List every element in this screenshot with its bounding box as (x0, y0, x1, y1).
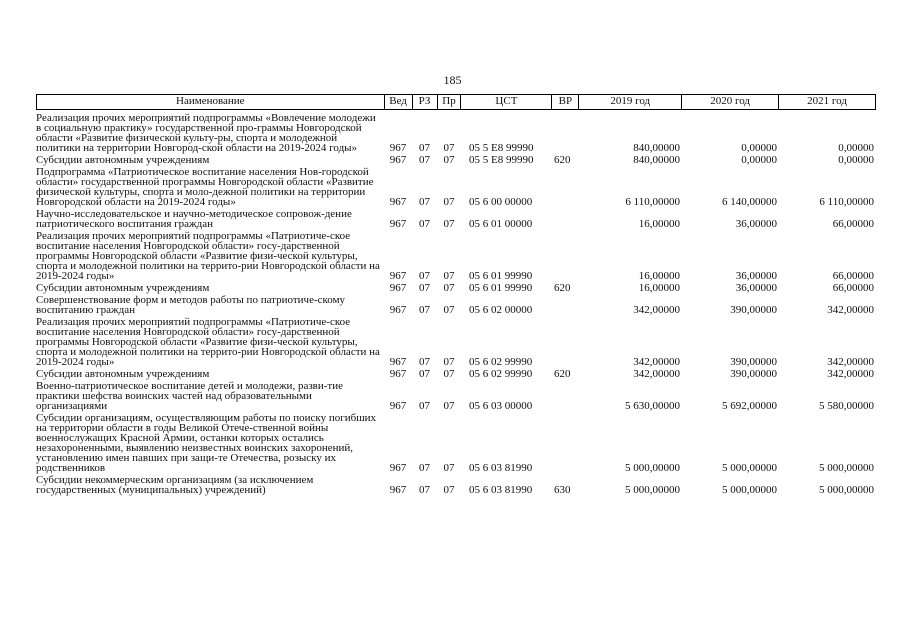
row-ved: 967 (389, 368, 407, 380)
row-rz: 07 (419, 196, 430, 208)
row-rz: 07 (419, 462, 430, 474)
table-row (36, 413, 876, 473)
row-pr: 07 (443, 270, 455, 282)
table-row (36, 295, 876, 315)
row-ved: 967 (389, 142, 407, 154)
row-value-2020: 36,00000 (735, 270, 777, 282)
row-ved: 967 (389, 400, 407, 412)
row-cst: 05 5 E8 99990 (469, 154, 534, 166)
row-value-2019: 342,00000 (633, 304, 680, 316)
row-ved: 967 (389, 304, 407, 316)
row-value-2019: 5 000,00000 (625, 462, 680, 474)
row-cst: 05 6 03 00000 (469, 400, 533, 412)
row-value-2019: 16,00000 (638, 282, 680, 294)
row-value-2019: 840,00000 (633, 142, 680, 154)
row-rz: 07 (419, 270, 430, 282)
row-name: Реализация прочих мероприятий подпрограммы «Вовлечение молодежи в социальную практику» государственной про-граммы Новгородской области «Развитие физической культу-ры, спорта и молодежной политики на территории Новгород-ской области на 2019-2024 годы» (36, 112, 376, 154)
row-value-2019: 5 000,00000 (625, 484, 680, 496)
row-name: Военно-патриотическое воспитание детей и молодежи, разви-тие практики шефства воинских частей над образовательными организациями (36, 380, 343, 412)
row-vr: 620 (554, 154, 571, 166)
row-cst: 05 6 01 00000 (469, 218, 533, 230)
header-pr: Пр (438, 95, 462, 109)
row-pr: 07 (443, 484, 455, 496)
row-name: Субсидии автономным учреждениям (36, 368, 210, 380)
row-value-2019: 342,00000 (633, 368, 680, 380)
row-vr: 620 (554, 282, 571, 294)
row-value-2020: 0,00000 (741, 142, 777, 154)
row-value-2021: 342,00000 (827, 356, 874, 368)
row-ved: 967 (389, 356, 407, 368)
row-pr: 07 (443, 282, 455, 294)
header-2019: 2019 год (579, 95, 682, 109)
row-cst: 05 6 01 99990 (469, 270, 533, 282)
row-name: Научно-исследовательское и научно-методическое сопровож-дение патриотического воспитания граждан (36, 208, 352, 230)
row-ved: 967 (389, 462, 407, 474)
row-pr: 07 (443, 142, 455, 154)
table-row (36, 155, 876, 165)
row-ved: 967 (389, 154, 407, 166)
header-rz: РЗ (413, 95, 438, 109)
row-name: Реализация прочих мероприятий подпрограммы «Патриотиче-ское воспитание населения Новгородской области» госу-дарственной программы Новгородской области «Развитие физи-ческой культуры, спорта и молодежной политики на террито-рии Новгородской области на 2019-2024 годы» (36, 230, 380, 282)
row-ved: 967 (389, 282, 407, 294)
row-value-2019: 6 110,00000 (625, 196, 680, 208)
row-pr: 07 (443, 154, 455, 166)
table-row (36, 231, 876, 281)
table-row (36, 369, 876, 379)
row-cst: 05 6 02 99990 (469, 356, 533, 368)
row-pr: 07 (443, 400, 455, 412)
row-value-2019: 16,00000 (638, 218, 680, 230)
row-value-2019: 342,00000 (633, 356, 680, 368)
table-row (36, 317, 876, 367)
budget-table (36, 94, 876, 497)
row-name: Совершенствование форм и методов работы по патриотиче-скому воспитанию граждан (36, 294, 346, 316)
page-number: 185 (443, 73, 462, 87)
table-row (36, 283, 876, 293)
row-rz: 07 (419, 356, 430, 368)
row-value-2021: 342,00000 (827, 304, 874, 316)
row-value-2020: 390,00000 (730, 304, 777, 316)
row-cst: 05 5 E8 99990 (469, 142, 534, 154)
row-cst: 05 6 00 00000 (469, 196, 533, 208)
table-row (36, 209, 876, 229)
row-rz: 07 (419, 368, 430, 380)
row-name: Субсидии организациям, осуществляющим работы по поиску погибших на территории области в годы Великой Отече-ственной войны военнослужащих Красной Армии, останки которых остались незахороненными, выявлению неизвестных воинских захоронений, установлению имен павших при защи-те Отечества, розыску их родственников (36, 412, 377, 474)
row-value-2021: 0,00000 (838, 154, 874, 166)
row-value-2021: 66,00000 (832, 218, 874, 230)
row-value-2019: 5 630,00000 (625, 400, 680, 412)
row-ved: 967 (389, 218, 407, 230)
row-cst: 05 6 03 81990 (469, 462, 533, 474)
row-vr: 620 (554, 368, 571, 380)
row-value-2020: 5 692,00000 (722, 400, 777, 412)
row-rz: 07 (419, 304, 430, 316)
table-row (36, 167, 876, 207)
table-header (36, 94, 876, 110)
row-pr: 07 (443, 304, 455, 316)
row-pr: 07 (443, 462, 455, 474)
header-name: Наименование (37, 95, 385, 109)
row-name: Субсидии автономным учреждениям (36, 154, 210, 166)
row-value-2021: 66,00000 (832, 282, 874, 294)
row-value-2021: 66,00000 (832, 270, 874, 282)
header-cst: ЦСТ (461, 95, 552, 109)
row-value-2019: 840,00000 (633, 154, 680, 166)
row-value-2021: 5 580,00000 (819, 400, 874, 412)
row-name: Реализация прочих мероприятий подпрограммы «Патриотиче-ское воспитание населения Новгородской области» госу-дарственной программы Новгородской области «Развитие физи-ческой культуры, спорта и молодежной политики на террито-рии Новгородской области на 2019-2024 годы» (36, 316, 380, 368)
row-value-2020: 36,00000 (735, 218, 777, 230)
row-rz: 07 (419, 142, 430, 154)
row-cst: 05 6 03 81990 (469, 484, 533, 496)
row-value-2020: 5 000,00000 (722, 484, 777, 496)
row-name: Подпрограмма «Патриотическое воспитание населения Нов-городской области» государственной программы Новгородской области «Развитие физической культуры, спорта и моло-дежной политики на территории Новгородской области на 2019-2024 годы» (36, 166, 374, 208)
row-vr: 630 (554, 484, 571, 496)
header-2020: 2020 год (682, 95, 779, 109)
row-rz: 07 (419, 154, 430, 166)
row-value-2020: 5 000,00000 (722, 462, 777, 474)
table-row (36, 113, 876, 153)
row-value-2019: 16,00000 (638, 270, 680, 282)
row-value-2020: 390,00000 (730, 368, 777, 380)
row-value-2021: 5 000,00000 (819, 484, 874, 496)
row-name: Субсидии некоммерческим организациям (за исключением государственных (муниципальных) учреждений) (36, 474, 314, 496)
row-name: Субсидии автономным учреждениям (36, 282, 210, 294)
row-ved: 967 (389, 196, 407, 208)
row-rz: 07 (419, 400, 430, 412)
row-ved: 967 (389, 484, 407, 496)
row-value-2020: 0,00000 (741, 154, 777, 166)
row-rz: 07 (419, 282, 430, 294)
row-rz: 07 (419, 484, 430, 496)
row-value-2020: 6 140,00000 (722, 196, 777, 208)
row-cst: 05 6 02 99990 (469, 368, 533, 380)
row-value-2021: 342,00000 (827, 368, 874, 380)
row-pr: 07 (443, 196, 455, 208)
row-pr: 07 (443, 218, 455, 230)
row-value-2021: 0,00000 (838, 142, 874, 154)
row-value-2021: 6 110,00000 (819, 196, 874, 208)
row-cst: 05 6 01 99990 (469, 282, 533, 294)
table-row (36, 475, 876, 495)
table-body (36, 113, 876, 495)
row-value-2020: 36,00000 (735, 282, 777, 294)
table-row (36, 381, 876, 411)
header-2021: 2021 год (779, 95, 876, 109)
row-pr: 07 (443, 368, 455, 380)
row-value-2020: 390,00000 (730, 356, 777, 368)
row-ved: 967 (389, 270, 407, 282)
header-ved: Вед (385, 95, 413, 109)
row-rz: 07 (419, 218, 430, 230)
row-pr: 07 (443, 356, 455, 368)
row-cst: 05 6 02 00000 (469, 304, 533, 316)
row-value-2021: 5 000,00000 (819, 462, 874, 474)
header-vr: ВР (552, 95, 579, 109)
